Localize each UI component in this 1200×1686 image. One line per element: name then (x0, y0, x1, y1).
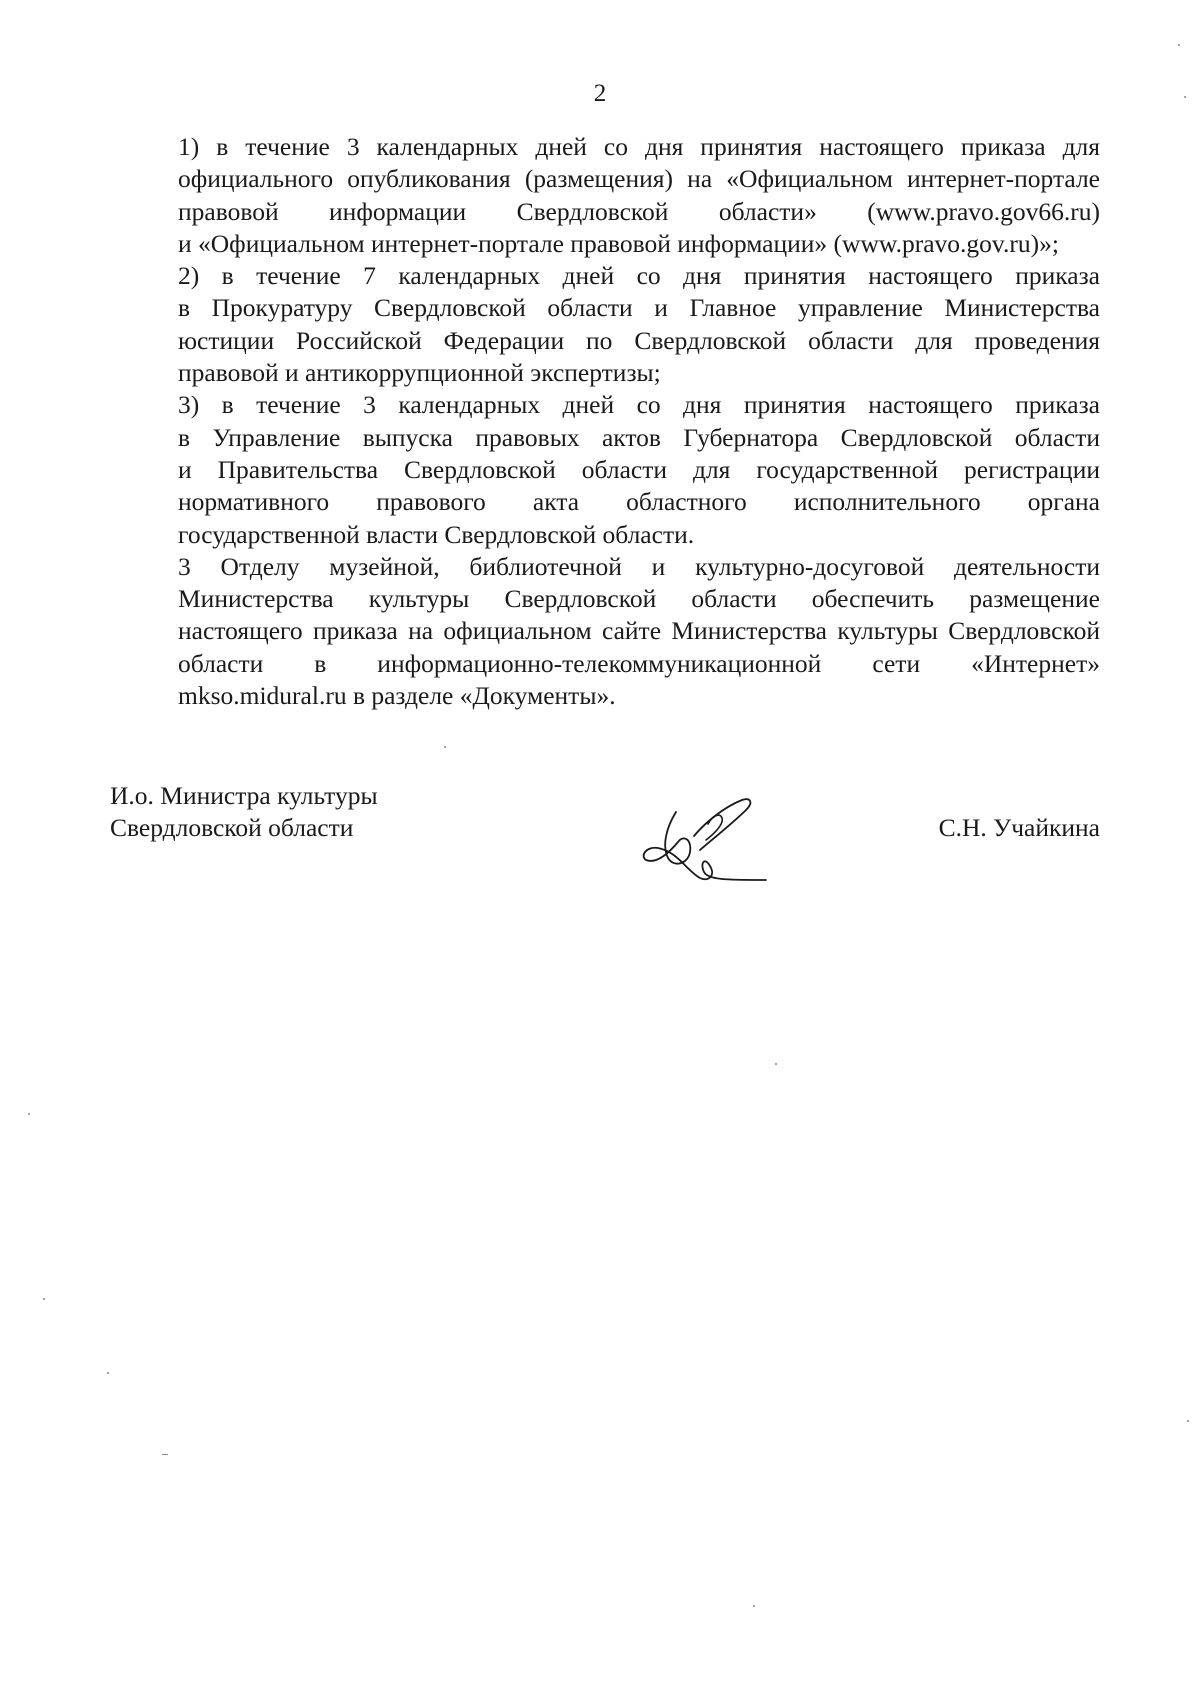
paragraph-item-3 (110, 389, 1100, 550)
signatory-title-line: Свердловской области (110, 813, 354, 842)
scan-speck (775, 1063, 777, 1065)
signature-block (110, 780, 1100, 900)
text-line: в Управление выпуска правовых актов Губернатора Свердловской области (178, 422, 1100, 452)
text-line: настоящего приказа на официальном сайте Министерства культуры Свердловской (178, 616, 1100, 646)
text-line: 3) в течение 3 календарных дней со дня принятия настоящего приказа (178, 390, 1100, 420)
signatory-name: С.Н. Учайкина (938, 813, 1100, 842)
handwritten-signature (638, 794, 778, 894)
page-number: 2 (593, 80, 607, 107)
scan-speck (1178, 44, 1180, 46)
scan-speck (444, 746, 446, 748)
scan-speck (753, 1605, 755, 1607)
text-line: официального опубликования (размещения) на «Официальном интернет-портале (178, 164, 1100, 194)
text-line: 1) в течение 3 календарных дней со дня принятия настоящего приказа для (178, 132, 1100, 161)
text-line: и Правительства Свердловской области для государственной регистрации (178, 454, 1100, 484)
paragraph-section-3 (110, 551, 1100, 712)
scan-speck (107, 1372, 109, 1374)
scan-speck (28, 1113, 30, 1115)
text-line: юстиции Российской Федерации по Свердловской области для проведения (178, 325, 1100, 355)
signatory-title-line: И.о. Министра культуры (110, 781, 378, 810)
text-line: государственной власти Свердловской области. (178, 519, 695, 549)
document-body (110, 131, 1100, 712)
scan-speck (162, 1454, 168, 1455)
text-line: правовой информации Свердловской области» (www.pravo.gov66.ru) (178, 196, 1100, 226)
text-line: области в информационно-телекоммуникационной сети «Интернет» (178, 648, 1100, 678)
signatory-title (110, 780, 378, 844)
text-line: 2) в течение 7 календарных дней со дня принятия настоящего приказа (178, 261, 1100, 291)
text-line: в Прокуратуру Свердловской области и Главное управление Министерства (178, 293, 1100, 323)
scan-speck (1184, 96, 1186, 98)
text-line: нормативного правового акта областного исполнительного органа (178, 487, 1100, 517)
scan-speck (43, 1298, 45, 1300)
paragraph-item-2 (110, 260, 1100, 389)
text-line: и «Официальном интернет-портале правовой информации» (www.pravo.gov.ru)»; (178, 228, 1059, 258)
paragraph-item-1 (110, 131, 1100, 260)
text-line: правовой и антикоррупционной экспертизы; (178, 358, 661, 388)
scan-speck (1187, 1420, 1189, 1422)
text-line: Министерства культуры Свердловской области обеспечить размещение (178, 584, 1100, 614)
text-line: 3 Отделу музейной, библиотечной и культурно-досуговой деятельности (178, 551, 1100, 581)
text-line: mkso.midural.ru в разделе «Документы». (178, 681, 616, 711)
